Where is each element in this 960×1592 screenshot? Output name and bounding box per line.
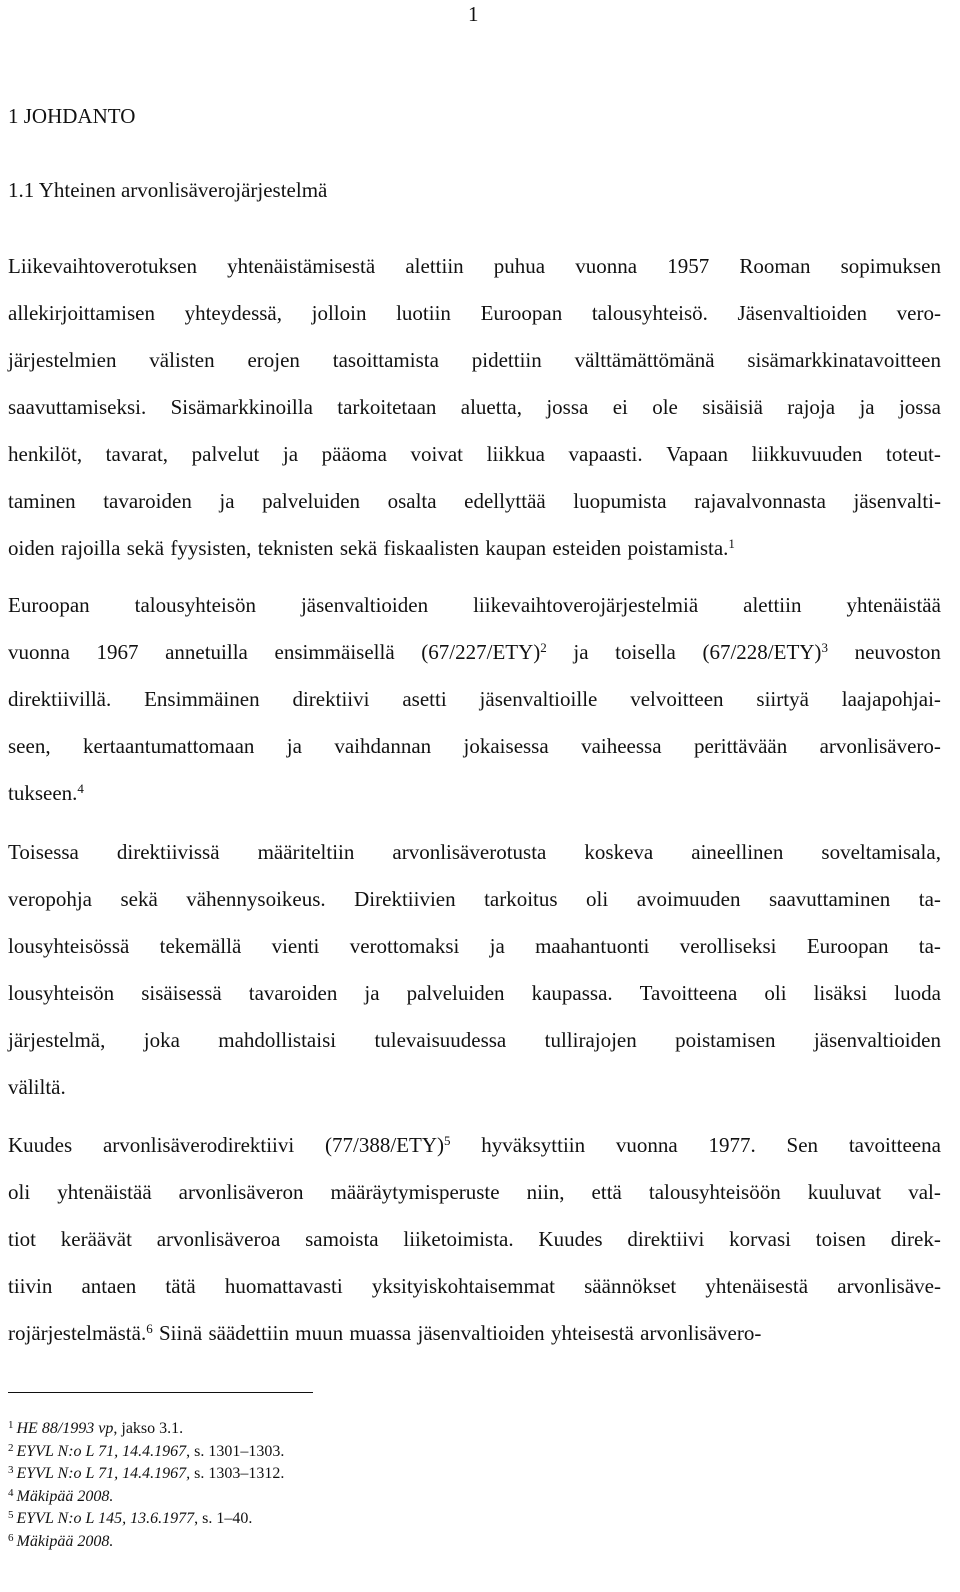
footnote-ref: 2 bbox=[540, 640, 547, 655]
text-line: tiot keräävät arvonlisäveroa samoista liiketoimista. Kuudes direktiivi korvasi toisen direk- bbox=[8, 1227, 941, 1251]
text-line: saavuttamiseksi. Sisämarkkinoilla tarkoitetaan aluetta, jossa ei ole sisäisiä rajoja ja jossa bbox=[8, 395, 941, 419]
text-line: tukseen.$^4$ bbox=[8, 781, 84, 805]
text-line: lousyhteisön sisäisessä tavaroiden ja palveluiden kaupassa. Tavoitteena oli lisäksi luoda bbox=[8, 981, 941, 1005]
text-line: vuonna 1967 annetuilla ensimmäisellä $(67/227/ETY)^2$ ja toisella $(67/228/ETY)^3$ neuvoston bbox=[8, 640, 941, 664]
paragraph-1 bbox=[8, 243, 941, 572]
footnote-ref: 3 bbox=[821, 640, 828, 655]
section-heading: 1.1 Yhteinen arvonlisäverojärjestelmä bbox=[8, 178, 328, 202]
text-line: Euroopan talousyhteisön jäsenvaltioiden liikevaihtoverojärjestelmiä alettiin yhtenäistää bbox=[8, 593, 941, 617]
text-line: taminen tavaroiden ja palveluiden osalta edellyttää luopumista rajavalvonnasta jäsenvalti- bbox=[8, 489, 941, 513]
paragraph-3 bbox=[8, 829, 941, 1111]
text-line: Liikevaihtoverotuksen yhtenäistämisestä alettiin puhua vuonna 1957 Rooman sopimuksen bbox=[8, 254, 941, 278]
footnote: $^1$ HE 88/1993 vp, jakso 3.1. bbox=[8, 1419, 184, 1437]
text-line: lousyhteisössä tekemällä vienti verottomaksi ja maahantuonti verolliseksi Euroopan ta- bbox=[8, 934, 941, 958]
page-number: 1 bbox=[468, 2, 479, 26]
footnote-ref: 6 bbox=[146, 1321, 153, 1336]
text-line: veropohja sekä vähennysoikeus. Direktiivien tarkoitus oli avoimuuden saavuttaminen ta- bbox=[8, 887, 941, 911]
footnote-separator bbox=[8, 1392, 313, 1393]
text-line: allekirjoittamisen yhteydessä, jolloin luotiin Euroopan talousyhteisö. Jäsenvaltioiden vero- bbox=[8, 301, 941, 325]
footnote-ref: 1 bbox=[728, 536, 735, 551]
text-line: seen, kertaantumattomaan ja vaihdannan jokaisessa vaiheessa perittävään arvonlisävero- bbox=[8, 734, 941, 758]
footnote: $^6$ Mäkipää 2008. bbox=[8, 1531, 114, 1550]
text-line: oiden rajoilla sekä fyysisten, teknisten sekä fiskaalisten kaupan esteiden poistamista.$^1$ bbox=[8, 536, 735, 560]
text-line: direktiivillä. Ensimmäinen direktiivi asetti jäsenvaltioille velvoitteen siirtyä laajapohjai- bbox=[8, 687, 941, 711]
text-line: rojärjestelmästä.$^6$ Siinä säädettiin muun muassa jäsenvaltioiden yhteisestä arvonlisävero- bbox=[8, 1321, 762, 1345]
footnote: $^4$ Mäkipää 2008. bbox=[8, 1486, 114, 1505]
footnote: $^2$ EYVL N:o L 71, 14.4.1967, s. 1301–1303. bbox=[8, 1441, 285, 1460]
footnote: $^3$ EYVL N:o L 71, 14.4.1967, s. 1303–1312. bbox=[8, 1464, 285, 1483]
footnote-ref: 5 bbox=[444, 1133, 451, 1148]
text-line: Kuudes arvonlisäverodirektiivi $(77/388/ETY)^5$ hyväksyttiin vuonna 1977. Sen tavoitteena bbox=[8, 1133, 941, 1157]
paragraph-4 bbox=[8, 1122, 941, 1357]
text-line: tiivin antaen tätä huomattavasti yksityiskohtaisemmat säännökset yhtenäisestä arvonlisäve- bbox=[8, 1274, 941, 1298]
text-line: väliltä. bbox=[8, 1075, 66, 1099]
text-line: henkilöt, tavarat, palvelut ja pääoma voivat liikkua vapaasti. Vapaan liikkuvuuden toteut- bbox=[8, 442, 941, 466]
footnotes bbox=[8, 1418, 284, 1554]
text-line: järjestelmien välisten erojen tasoittamista pidettiin välttämättömänä sisämarkkinatavoitteen bbox=[8, 348, 941, 372]
text-line: Toisessa direktiivissä määriteltiin arvonlisäverotusta koskeva aineellinen soveltamisala, bbox=[8, 840, 941, 864]
text-line: oli yhtenäistää arvonlisäveron määräytymisperuste niin, että talousyhteisöön kuuluvat val- bbox=[8, 1180, 941, 1204]
footnote: $^5$ EYVL N:o L 145, 13.6.1977, s. 1–40. bbox=[8, 1509, 253, 1528]
text-line: järjestelmä, joka mahdollistaisi tulevaisuudessa tullirajojen poistamisen jäsenvaltioiden bbox=[8, 1028, 941, 1052]
paragraph-2 bbox=[8, 582, 941, 817]
footnote-ref: 4 bbox=[77, 781, 84, 796]
chapter-heading: 1 JOHDANTO bbox=[8, 104, 136, 128]
